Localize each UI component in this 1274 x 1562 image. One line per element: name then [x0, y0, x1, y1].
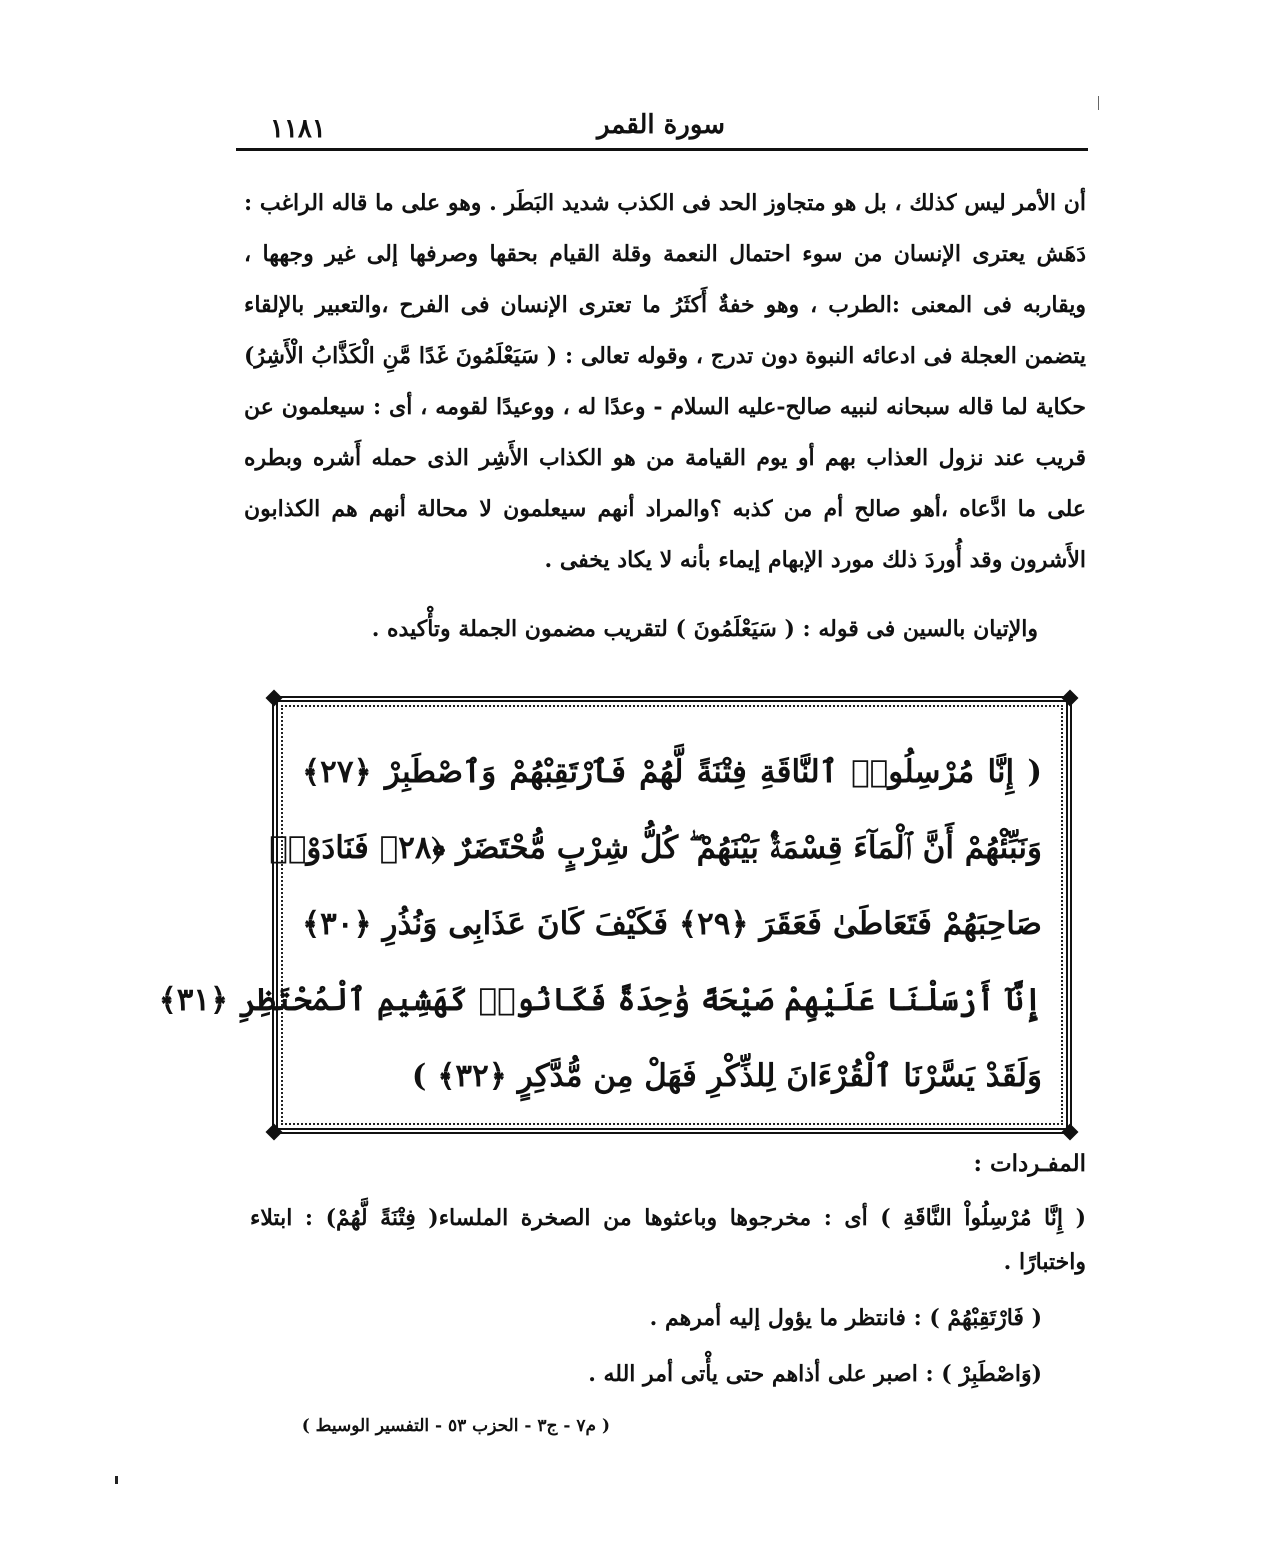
verse-line: وَلَقَدْ يَسَّرْنَا ٱلْقُرْءَانَ لِلذِّكْرِ فَهَلْ مِن مُّدَّكِرٍ ﴿٣٢﴾ )	[411, 1058, 1042, 1094]
commentary-paragraph-1: أن الأمر ليس كذلك ، بل هو متجاوز الحد فى الكذب شديد البَطَر . وهو على ما قاله الراغب : دَهَش يعترى الإنسان من سوء احتمال النعمة وقلة القيام بحقها وصرفها إلى غير وجهها ، ويقاربه فى المعنى :الطرب ، وهو خفةٌ أَكثَرُ ما تعترى الإنسان فى الفرح ،والتعبير بالإلقاء يتضمن العجلة فى ادعائه النبوة دون تدرج ، وقوله تعالى : ( سَيَعْلَمُونَ غَدًا مَّنِ الْكَذَّابُ الْأَشِرُ) حكاية لما قاله سبحانه لنبيه صالح-عليه السلام - وعدًا له ، ووعيدًا لقومه ، أى : سيعلمون عن قريب عند نزول العذاب بهم أو يوم القيامة من هو الكذاب الأَشِر الذى حمله أَشره وبطره على ما ادَّعاه ،أهو صالح أم من كذبه ؟والمراد أنهم سيعلمون لا محالة أنهم هم الكذابون الأَشرون وقد أُوردَ ذلك مورد الإبهام إيماء بأنه لا يكاد يخفى .	[244, 190, 1086, 573]
verse-line: ( إِنَّا مُرْسِلُوا۟ ٱلنَّاقَةِ فِتْنَةً لَّهُمْ فَٱرْتَقِبْهُمْ وَٱصْطَبِرْ ﴿٢٧﴾	[302, 754, 1042, 790]
frame-corner-ornament	[266, 690, 283, 707]
vocabulary-entry: (وَاصْطَبِرْ ) : اصبر على أذاهم حتى يأْتى أمر الله .	[588, 1361, 1042, 1387]
verse-line: إِنَّآ أَرْسَلْنَا عَلَيْهِمْ صَيْحَةً وَٰحِدَةً فَكَانُوا۟ كَهَشِيمِ ٱلْمُحْتَظِرِ ﴿٣١﴾	[158, 982, 1042, 1018]
vocabulary-entry: ( فَارْتَقِبْهُمْ ) : فانتظر ما يؤول إليه أمرهم .	[649, 1305, 1042, 1331]
footer-reference: ( م٧ - ج٣ - الحزب ٥٣ - التفسير الوسيط )	[301, 1416, 610, 1436]
frame-corner-ornament	[1062, 1124, 1079, 1141]
page-header	[236, 100, 1086, 150]
verse-line: صَاحِبَهُمْ فَتَعَاطَىٰ فَعَقَرَ ﴿٢٩﴾ فَكَيْفَ كَانَ عَذَابِى وَنُذُرِ ﴿٣٠﴾	[302, 906, 1042, 942]
margin-mark	[1098, 96, 1099, 110]
commentary-text	[244, 178, 1086, 655]
quran-verses	[158, 734, 1042, 1108]
vocabulary-list	[250, 1196, 1086, 1408]
margin-mark	[115, 1476, 118, 1484]
running-title: سورة القمر	[596, 110, 726, 140]
header-rule	[236, 148, 1088, 151]
vocabulary-heading: المفـردات :	[973, 1150, 1086, 1177]
page-number: ١١٨١	[270, 114, 326, 144]
frame-corner-ornament	[1062, 690, 1079, 707]
verse-line: وَنَبِّئْهُمْ أَنَّ ٱلْمَآءَ قِسْمَةٌۢ بَيْنَهُمْ ۖ كُلُّ شِرْبٍ مُّحْتَضَرٌ ﴿٢٨﴾ فَنَادَوْا۟	[269, 830, 1042, 866]
frame-corner-ornament	[266, 1124, 283, 1141]
commentary-paragraph-2: والإتيان بالسين فى قوله : ( سَيَعْلَمُونَ ) لتقريب مضمون الجملة وتأْكيده .	[371, 616, 1038, 642]
quran-verse-frame	[158, 696, 1072, 1134]
vocabulary-entry: ( إِنَّا مُرْسِلُواْ النَّاقَةِ ) أى : مخرجوها وباعثوها من الصخرة الملساء( فِتْنَةً لَّهُمْ) : ابتلاء واختبارًا .	[250, 1205, 1086, 1275]
